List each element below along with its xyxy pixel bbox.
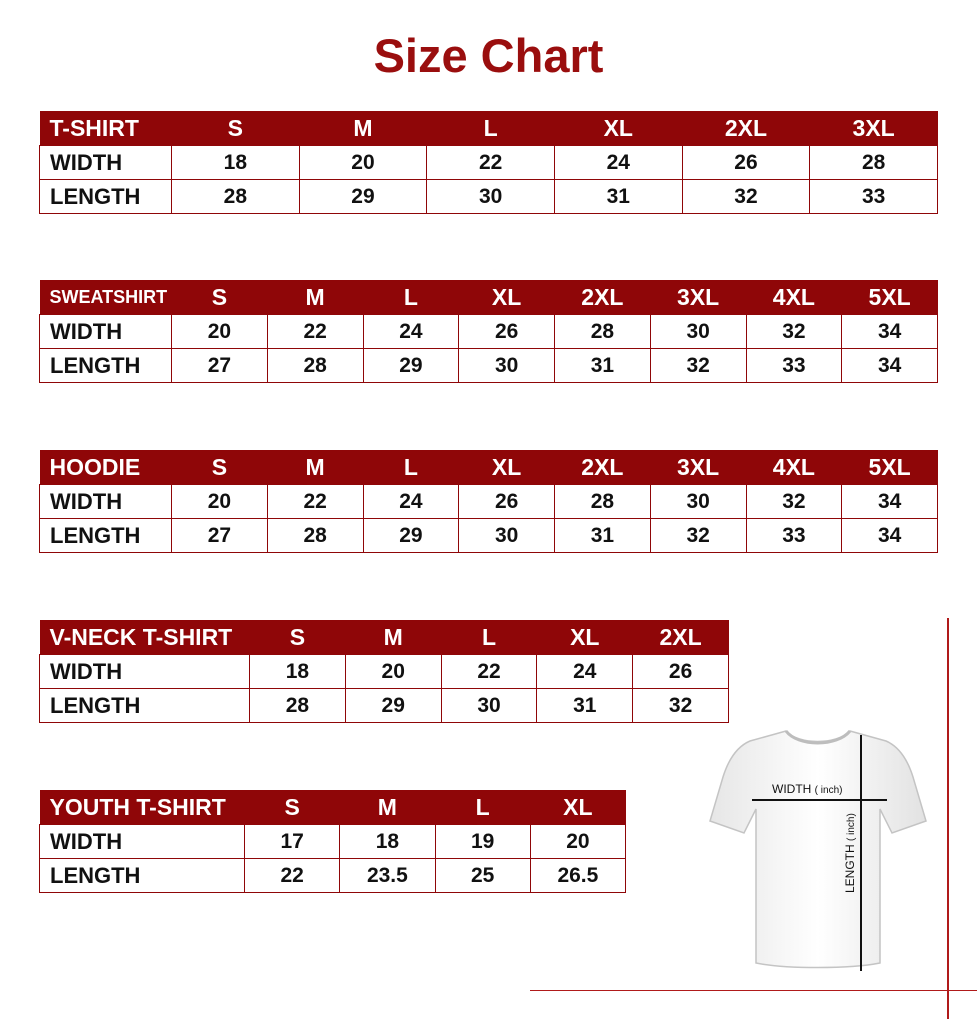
table-cell: 28 — [267, 349, 363, 383]
header-row — [40, 450, 938, 485]
table-cell: 34 — [842, 485, 938, 519]
table-cell: 30 — [650, 485, 746, 519]
table-row — [40, 519, 938, 553]
table-cell: 29 — [345, 689, 441, 723]
table-row — [40, 485, 938, 519]
table-cell: 17 — [245, 825, 340, 859]
table-cell: 20 — [299, 146, 427, 180]
table-cell: 24 — [537, 655, 633, 689]
header-row — [40, 280, 938, 315]
tshirt-diagram — [700, 725, 935, 975]
table-row — [40, 825, 626, 859]
table-cell: 32 — [746, 315, 842, 349]
table-label: SWEATSHIRT — [40, 280, 172, 315]
table-cell: 31 — [555, 519, 651, 553]
table-cell: 29 — [363, 349, 459, 383]
size-header: 3XL — [650, 450, 746, 485]
table-cell: 28 — [267, 519, 363, 553]
table-cell: 27 — [172, 349, 268, 383]
table-cell: 20 — [172, 315, 268, 349]
table-cell: 34 — [842, 315, 938, 349]
frame-line-horizontal — [530, 990, 977, 991]
table-cell: 33 — [746, 349, 842, 383]
table-cell: 26 — [633, 655, 729, 689]
size-header: XL — [537, 620, 633, 655]
table-cell: 22 — [427, 146, 555, 180]
header-row — [40, 111, 938, 146]
table-cell: 24 — [363, 315, 459, 349]
sweatshirt-size-table — [39, 280, 938, 383]
width-label: WIDTH — [772, 782, 812, 796]
row-label: LENGTH — [40, 859, 245, 893]
table-cell: 31 — [537, 689, 633, 723]
size-header: 2XL — [682, 111, 810, 146]
table-label: T-SHIRT — [40, 111, 172, 146]
table-cell: 30 — [650, 315, 746, 349]
table-cell: 26 — [682, 146, 810, 180]
size-header: S — [245, 790, 340, 825]
table-cell: 24 — [554, 146, 682, 180]
size-header: XL — [459, 280, 555, 315]
size-header: 2XL — [555, 280, 651, 315]
size-header: M — [267, 280, 363, 315]
table-cell: 26 — [459, 315, 555, 349]
table-cell: 24 — [363, 485, 459, 519]
size-header: 2XL — [555, 450, 651, 485]
table-cell: 32 — [746, 485, 842, 519]
size-header: M — [299, 111, 427, 146]
table-cell: 32 — [633, 689, 729, 723]
table-cell: 33 — [746, 519, 842, 553]
size-header: M — [267, 450, 363, 485]
table-cell: 30 — [459, 349, 555, 383]
svg-text:LENGTH ( inch) — [843, 813, 857, 893]
table-row — [40, 315, 938, 349]
table-cell: 34 — [842, 519, 938, 553]
size-header: 2XL — [633, 620, 729, 655]
size-header: M — [340, 790, 435, 825]
table-cell: 18 — [250, 655, 346, 689]
length-unit: ( inch) — [846, 813, 857, 841]
table-cell: 23.5 — [340, 859, 435, 893]
table-row — [40, 146, 938, 180]
row-label: LENGTH — [40, 519, 172, 553]
table-cell: 20 — [172, 485, 268, 519]
size-header: XL — [459, 450, 555, 485]
row-label: WIDTH — [40, 146, 172, 180]
table-row — [40, 349, 938, 383]
table-cell: 30 — [441, 689, 537, 723]
size-header: 3XL — [810, 111, 938, 146]
table-cell: 19 — [435, 825, 530, 859]
table-row — [40, 180, 938, 214]
table-label: HOODIE — [40, 450, 172, 485]
size-header: S — [172, 280, 268, 315]
table-cell: 22 — [267, 485, 363, 519]
size-header: L — [363, 450, 459, 485]
hoodie-size-table — [39, 450, 938, 553]
table-cell: 20 — [530, 825, 625, 859]
row-label: LENGTH — [40, 180, 172, 214]
table-cell: 28 — [810, 146, 938, 180]
table-cell: 26 — [459, 485, 555, 519]
size-header: 5XL — [842, 450, 938, 485]
table-label: V-NECK T-SHIRT — [40, 620, 250, 655]
table-cell: 26.5 — [530, 859, 625, 893]
vneck-size-table — [39, 620, 729, 723]
row-label: WIDTH — [40, 655, 250, 689]
row-label: WIDTH — [40, 315, 172, 349]
table-cell: 28 — [172, 180, 300, 214]
table-cell: 32 — [650, 349, 746, 383]
table-label: YOUTH T-SHIRT — [40, 790, 245, 825]
size-header: L — [363, 280, 459, 315]
table-cell: 30 — [459, 519, 555, 553]
table-row — [40, 859, 626, 893]
size-header: 3XL — [650, 280, 746, 315]
table-cell: 29 — [363, 519, 459, 553]
table-row — [40, 689, 729, 723]
tshirt-size-table — [39, 111, 938, 214]
row-label: LENGTH — [40, 689, 250, 723]
table-cell: 31 — [554, 180, 682, 214]
width-unit: ( inch) — [814, 785, 843, 796]
header-row — [40, 620, 729, 655]
size-header: L — [435, 790, 530, 825]
size-header: S — [250, 620, 346, 655]
size-header: S — [172, 450, 268, 485]
youth-size-table — [39, 790, 626, 893]
size-header: 4XL — [746, 280, 842, 315]
row-label: WIDTH — [40, 825, 245, 859]
table-cell: 31 — [555, 349, 651, 383]
size-header: L — [427, 111, 555, 146]
size-header: 4XL — [746, 450, 842, 485]
table-cell: 34 — [842, 349, 938, 383]
page-title: Size Chart — [373, 29, 604, 82]
size-header: XL — [554, 111, 682, 146]
size-header: L — [441, 620, 537, 655]
size-header: XL — [530, 790, 625, 825]
table-cell: 33 — [810, 180, 938, 214]
table-cell: 28 — [250, 689, 346, 723]
table-cell: 20 — [345, 655, 441, 689]
table-cell: 28 — [555, 315, 651, 349]
svg-text:WIDTH ( inch) — [772, 782, 842, 796]
table-cell: 32 — [682, 180, 810, 214]
row-label: WIDTH — [40, 485, 172, 519]
row-label: LENGTH — [40, 349, 172, 383]
table-cell: 22 — [441, 655, 537, 689]
length-label: LENGTH — [843, 844, 857, 893]
table-cell: 27 — [172, 519, 268, 553]
header-row — [40, 790, 626, 825]
table-cell: 30 — [427, 180, 555, 214]
size-header: S — [172, 111, 300, 146]
frame-line-vertical — [947, 618, 949, 1019]
table-cell: 22 — [267, 315, 363, 349]
table-cell: 22 — [245, 859, 340, 893]
table-cell: 32 — [650, 519, 746, 553]
table-cell: 18 — [172, 146, 300, 180]
table-cell: 25 — [435, 859, 530, 893]
table-row — [40, 655, 729, 689]
table-cell: 29 — [299, 180, 427, 214]
tshirt-body — [710, 731, 926, 968]
size-header: M — [345, 620, 441, 655]
table-cell: 18 — [340, 825, 435, 859]
size-header: 5XL — [842, 280, 938, 315]
table-cell: 28 — [555, 485, 651, 519]
